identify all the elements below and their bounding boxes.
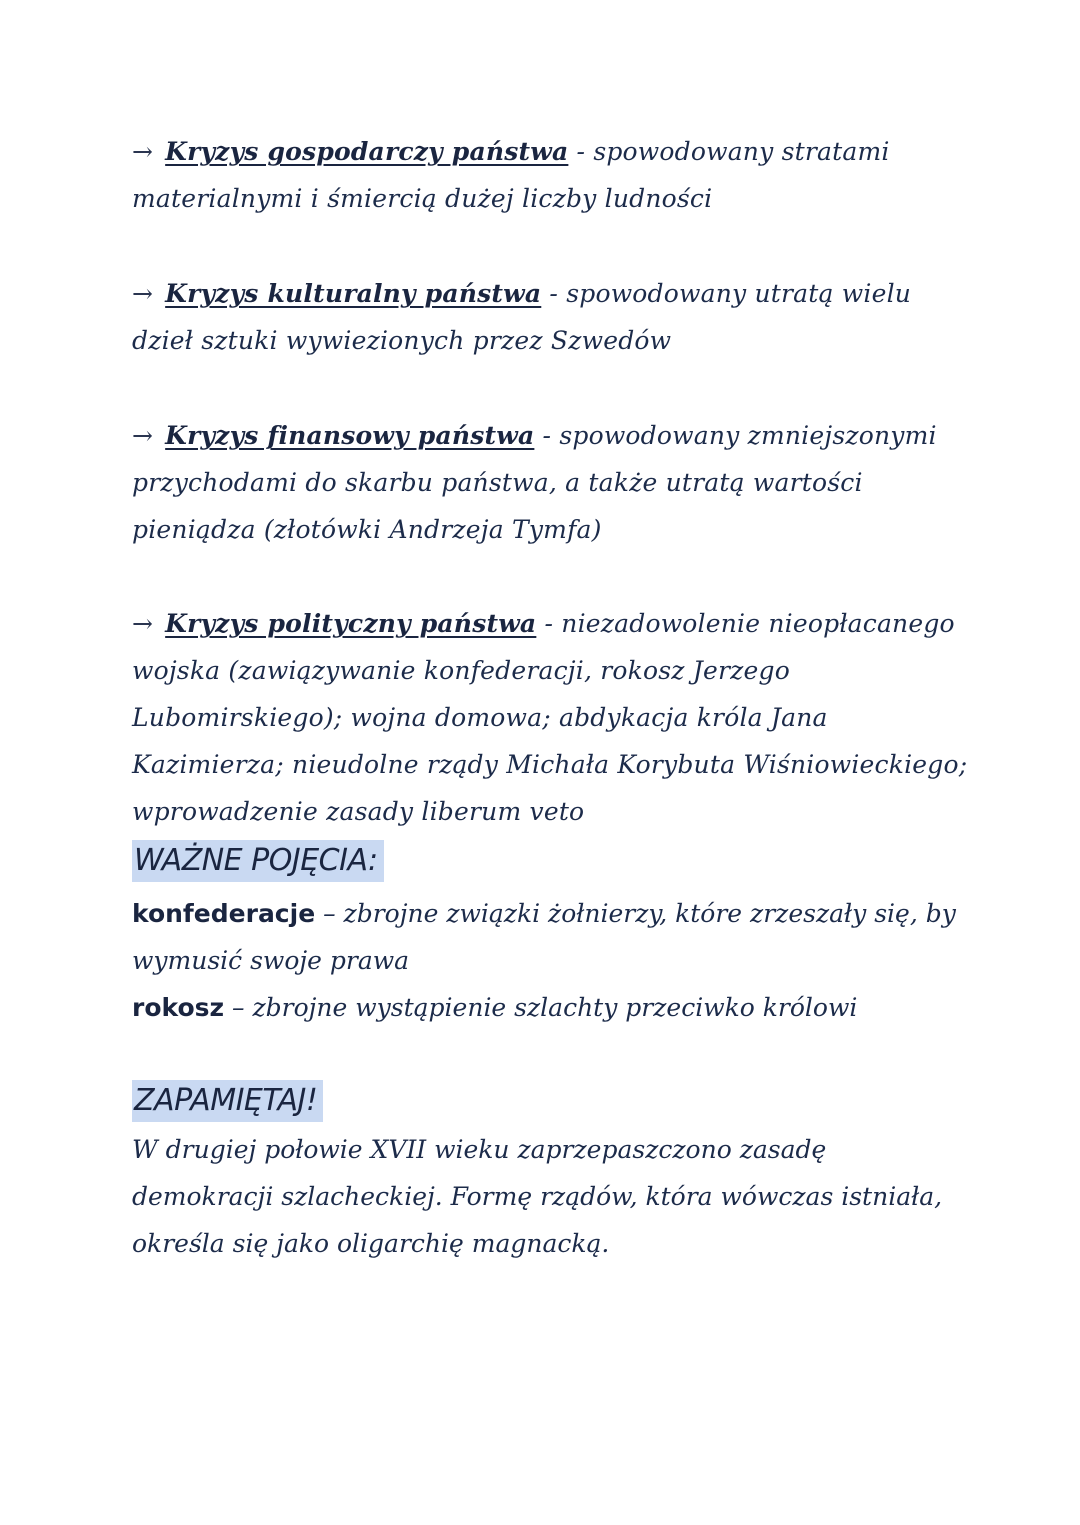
crisis-description: - spowodowany zmniejszonymi przychodami do skarbu państwa, a także utratą wartości pieniądza (złotówki Andrzeja Tymfa): [132, 421, 937, 544]
remember-text: W drugiej połowie XVII wieku zaprzepaszczono zasadę demokracji szlacheckiej. Formę rządów, która wówczas istniała, określa się jako oligarchię magnacką.: [132, 1135, 943, 1258]
remember-heading: ZAPAMIĘTAJ!: [132, 1080, 323, 1122]
definition-term: rokosz: [132, 993, 225, 1022]
definition-rokosz: [132, 984, 972, 1031]
crisis-description: - niezadowolenie nieopłacanego wojska (zawiązywanie konfederacji, rokosz Jerzego Lubomirskiego); wojna domowa; abdykacja króla Jana Kazimierza; nieudolne rządy Michała Korybuta Wiśniowieckiego; wprowadzenie zasady liberum veto: [132, 609, 968, 826]
definition-text: – zbrojne związki żołnierzy, które zrzeszały się, by wymusić swoje prawa: [132, 899, 956, 975]
crisis-item-political: [132, 600, 972, 835]
arrow-icon: →: [132, 421, 154, 450]
crisis-term: Kryzys kulturalny państwa: [165, 279, 542, 308]
crisis-description: - spowodowany utratą wielu dzieł sztuki wywiezionych przez Szwedów: [132, 279, 912, 355]
definition-konfederacje: [132, 890, 972, 984]
definition-term: konfederacje: [132, 899, 316, 928]
crisis-item-financial: [132, 412, 972, 553]
arrow-icon: →: [132, 137, 154, 166]
crisis-term: Kryzys polityczny państwa: [165, 609, 537, 638]
arrow-icon: →: [132, 279, 154, 308]
crisis-term: Kryzys finansowy państwa: [165, 421, 535, 450]
crisis-item-cultural: [132, 270, 972, 364]
crisis-term: Kryzys gospodarczy państwa: [165, 137, 569, 166]
terms-heading: WAŻNE POJĘCIA:: [132, 840, 384, 882]
crisis-description: - spowodowany stratami materialnymi i śmiercią dużej liczby ludności: [132, 137, 890, 213]
arrow-icon: →: [132, 609, 154, 638]
definition-text: – zbrojne wystąpienie szlachty przeciwko królowi: [224, 993, 858, 1022]
crisis-item-economic: [132, 128, 972, 222]
